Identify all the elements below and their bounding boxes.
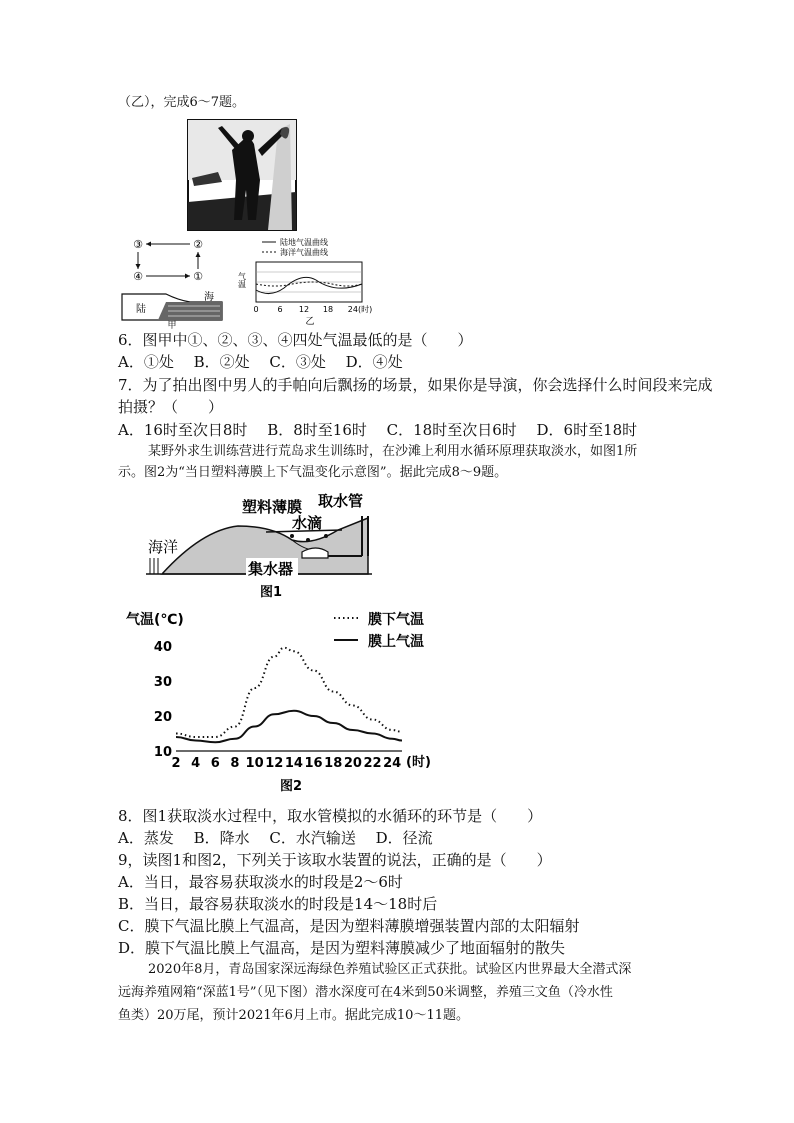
yi-xtick-0: 0 xyxy=(253,305,259,314)
legend-over-label: 膜上气温 xyxy=(368,634,424,650)
yi-label: 乙 xyxy=(305,317,315,327)
legend-under-label: 膜下气温 xyxy=(368,612,424,628)
x-tick-label: 18 xyxy=(324,756,343,771)
point-4-label: ④ xyxy=(133,270,143,283)
chart-ylabel: 气温(℃) xyxy=(126,612,184,628)
q9-option-a: A．当日，最容易获取淡水的时段是2～6时 xyxy=(118,873,403,891)
figure1-caption: 图1 xyxy=(260,585,283,600)
q7-stem-line1: 7．为了拍出图中男人的手帕向后飘扬的场景，如果你是导演，你会选择什么时间段来完成 xyxy=(118,376,713,394)
x-tick-label: 10 xyxy=(245,756,264,771)
series-under-film-line xyxy=(176,648,402,737)
intro-text: （乙），完成6～7题。 xyxy=(118,95,246,110)
pipe-label: 取水管 xyxy=(318,492,364,510)
passage2-line2: 远海养殖网箱“深蓝1号”（见下图）潜水深度可在4米到50米调整，养殖三文鱼（冷水性 xyxy=(118,985,613,1000)
y-tick-label: 20 xyxy=(153,710,172,725)
q9-option-b: B．当日，最容易获取淡水的时段是14～18时后 xyxy=(118,895,438,913)
drops-label: 水滴 xyxy=(292,514,323,532)
land-label: 陆 xyxy=(136,304,146,315)
x-tick-label: 14 xyxy=(284,756,303,771)
y-tick-label: 10 xyxy=(153,745,172,760)
sea-label: 海 xyxy=(204,292,214,303)
y-tick-label: 30 xyxy=(153,675,172,690)
photo-man-handkerchief xyxy=(188,120,296,230)
jia-label: 甲 xyxy=(167,321,177,331)
y-tick-label: 40 xyxy=(153,640,172,655)
x-tick-label: 12 xyxy=(265,756,284,771)
passage2-line3: 鱼类）20万尾，预计2021年6月上市。据此完成10～11题。 xyxy=(118,1008,469,1023)
ocean-label: 海洋 xyxy=(148,538,179,556)
legend-land-label: 陆地气温曲线 xyxy=(280,238,328,247)
point-3-label: ③ xyxy=(133,238,143,251)
q9-stem: 9，读图1和图2，下列关于该取水装置的说法，正确的是（ ） xyxy=(118,851,552,869)
yi-xtick-12: 12 xyxy=(298,305,310,314)
chart-xlabel: (时) xyxy=(406,755,431,770)
figure1-water-collector xyxy=(142,490,392,602)
q7-stem-line2: 拍摄？（ ） xyxy=(118,398,224,416)
yi-xtick-18: 18 xyxy=(322,305,334,314)
q6-options: A．①处 B．②处 C．③处 D．④处 xyxy=(118,353,403,371)
q8-options: A．蒸发 B．降水 C．水汽输送 D．径流 xyxy=(118,829,433,847)
series-over-film-line xyxy=(176,711,402,743)
yi-xtick-6: 6 xyxy=(277,305,283,314)
q8-stem: 8．图1获取淡水过程中，取水管模拟的水循环的环节是（ ） xyxy=(118,807,543,825)
passage1-line2: 示。图2为“当日塑料薄膜上下气温变化示意图”。据此完成8～9题。 xyxy=(118,465,508,480)
legend-sea-label: 海洋气温曲线 xyxy=(280,248,328,257)
q7-options: A．16时至次日8时 B．8时至16时 C．18时至次日6时 D．6时至18时 xyxy=(118,421,638,439)
x-tick-label: 4 xyxy=(191,756,201,771)
x-tick-label: 6 xyxy=(210,756,220,771)
figure2-temperature-chart xyxy=(120,606,440,796)
x-tick-label: 24 xyxy=(383,756,402,771)
yi-ylabel: 气温 xyxy=(237,272,247,288)
q9-option-c: C．膜下气温比膜上气温高，是因为塑料薄膜增强装置内部的太阳辐射 xyxy=(118,917,580,935)
x-tick-label: 2 xyxy=(171,756,181,771)
x-tick-label: 20 xyxy=(343,756,362,771)
x-tick-label: 22 xyxy=(363,756,382,771)
yi-xtick-24: 24(时) xyxy=(347,305,373,314)
figure-yi-chart xyxy=(237,236,373,328)
passage2-line1: 2020年8月，青岛国家深远海绿色养殖试验区正式获批。试验区内世界最大全潜式深 xyxy=(148,962,632,977)
q6-stem: 6．图甲中①、②、③、④四处气温最低的是（ ） xyxy=(118,331,473,349)
figure-jia-diagram xyxy=(118,236,228,331)
x-tick-label: 16 xyxy=(304,756,323,771)
q9-option-d: D．膜下气温比膜上气温高，是因为塑料薄膜减少了地面辐射的散失 xyxy=(118,939,566,957)
point-2-label: ② xyxy=(193,238,203,251)
figure2-caption: 图2 xyxy=(280,779,303,794)
x-tick-label: 8 xyxy=(230,756,240,771)
collector-label: 集水器 xyxy=(248,560,294,578)
film-label: 塑料薄膜 xyxy=(242,498,303,516)
point-1-label: ① xyxy=(193,270,203,283)
passage1-line1: 某野外求生训练营进行荒岛求生训练时，在沙滩上利用水循环原理获取淡水，如图1所 xyxy=(148,444,638,459)
